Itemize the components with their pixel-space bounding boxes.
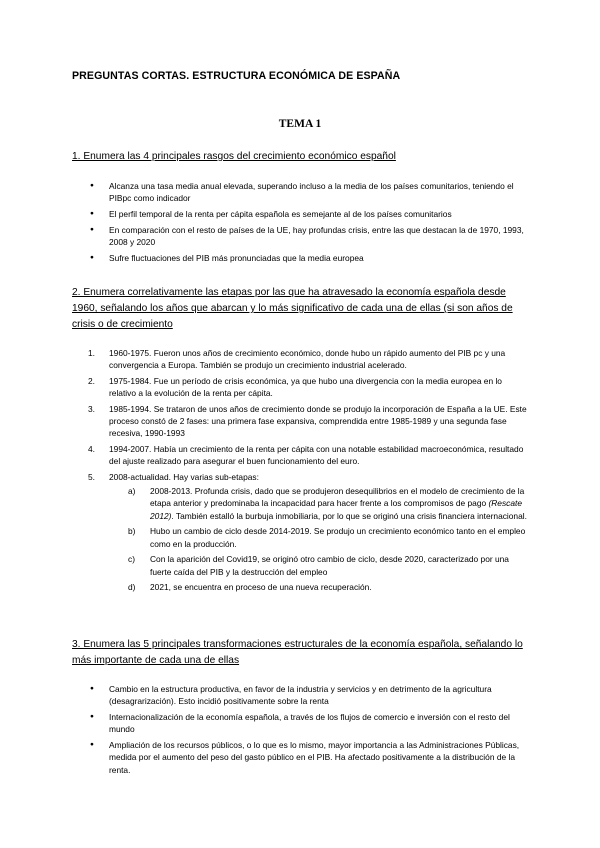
- list-item: ● Internacionalización de la economía española, a través de los flujos de comercio e inversión con el resto del mundo: [90, 711, 530, 736]
- list-marker: d): [128, 581, 136, 592]
- document-title: PREGUNTAS CORTAS. ESTRUCTURA ECONÓMICA DE ESPAÑA: [72, 70, 401, 82]
- list-marker: 5.: [88, 471, 95, 482]
- sub-item-text: Con la aparición del Covid19, se originó otro cambio de ciclo, desde 2020, caracterizado por una fuerte caída del PIB y la destrucción del empleo: [150, 554, 509, 577]
- sub-list-item: [109, 581, 530, 593]
- sub-list-item: [109, 553, 530, 578]
- list-marker: c): [128, 554, 135, 565]
- list-item-text: 1985-1994. Se trataron de unos años de crecimiento donde se produjo la incorporación de España a la UE. Este proceso constó de 2 fases: una primera fase expansiva, comprendida entre 1985-1989 y una segunda fase recesiva, 1990-1993: [109, 403, 527, 439]
- sub-item-text: Hubo un cambio de ciclo desde 2014-2019. Se produjo un crecimiento económico tanto en el empleo como en la producción.: [150, 526, 526, 549]
- list-marker: 2.: [88, 375, 95, 386]
- list-item: [88, 403, 530, 440]
- list-item: ● El perfil temporal de la renta per cápita española es semejante al de los países comunitarios: [90, 208, 530, 220]
- sub-item-text-after: . También estalló la burbuja inmobiliaria, por lo que se originó una crisis financiera internacional.: [171, 510, 527, 521]
- section-title: TEMA 1: [278, 118, 322, 130]
- sub-item-text: 2021, se encuentra en proceso de una nueva recuperación.: [150, 581, 372, 592]
- question-2-numbered-list: [88, 347, 530, 596]
- list-item: ● En comparación con el resto de países de la UE, hay profundas crisis, entre las que destacan la de 1970, 1993, 2008 y 2020: [90, 224, 530, 249]
- list-item: [88, 443, 530, 468]
- sub-list-item: [109, 525, 530, 550]
- list-item-text: 1975-1984. Fue un período de crisis económica, ya que hubo una divergencia con la media europea en lo relativo a la evolución de la renta per cápita.: [109, 375, 502, 399]
- sub-item-italic: (Rescate 2012): [150, 498, 522, 521]
- question-3-bullet-list: [90, 683, 530, 779]
- list-item-text: 1994-2007. Había un crecimiento de la renta per cápita con una notable estabilidad macroeconómica, resultado del ajuste realizado para asegurar el buen funcionamiento del euro.: [109, 443, 524, 467]
- list-item: [88, 375, 530, 400]
- question-1-heading: 1. Enumera las 4 principales rasgos del crecimiento económico español: [72, 151, 396, 162]
- question-1-bullet-list: [90, 180, 530, 267]
- list-item: ● Ampliación de los recursos públicos, o lo que es lo mismo, mayor importancia a las Administraciones Públicas, medida por el aumento del peso del gasto público en el PIB. Ha afectado positivamente a la distribución de la renta.: [90, 739, 530, 776]
- sub-stage-list: [109, 485, 530, 593]
- question-2-heading: 2. Enumera correlativamente las etapas por las que ha atravesado la economía española desde 1960, señalando los años que abarcan y lo más significativo de cada una de ellas (si son años de crisis o de crecimiento: [72, 287, 513, 330]
- sub-list-item: [109, 485, 530, 522]
- list-item: [88, 471, 530, 594]
- list-marker: a): [128, 486, 136, 497]
- list-item-text: 2008-actualidad. Hay varias sub-etapas:: [109, 471, 259, 482]
- sub-item-text-before: 2008-2013. Profunda crisis, dado que se produjeron desequilibrios en el modelo de crecimiento de la etapa anterior y predominaba la incapacidad para hacer frente a los compromisos de pago: [150, 486, 525, 509]
- list-marker: b): [128, 526, 136, 537]
- list-item: ● Sufre fluctuaciones del PIB más pronunciadas que la media europea: [90, 252, 530, 264]
- list-item: [88, 347, 530, 372]
- list-item: ● Cambio en la estructura productiva, en favor de la industria y servicios y en detrimento de la agricultura (desagrarización). Esto incidió positivamente sobre la renta: [90, 683, 530, 708]
- list-item-text: 1960-1975. Fueron unos años de crecimiento económico, donde hubo un rápido aumento del PIB pc y una convergencia a Europa. También se produjo un crecimiento industrial acelerado.: [109, 348, 506, 371]
- list-item: ● Alcanza una tasa media anual elevada, superando incluso a la media de los países comunitarios, teniendo el PIBpc como indicador: [90, 180, 530, 205]
- list-marker: 1.: [88, 348, 95, 358]
- question-3-heading: 3. Enumera las 5 principales transformaciones estructurales de la economía española, señalando lo más importante de cada una de ellas: [72, 639, 523, 666]
- list-marker: 4.: [88, 443, 95, 454]
- list-marker: 3.: [88, 403, 95, 414]
